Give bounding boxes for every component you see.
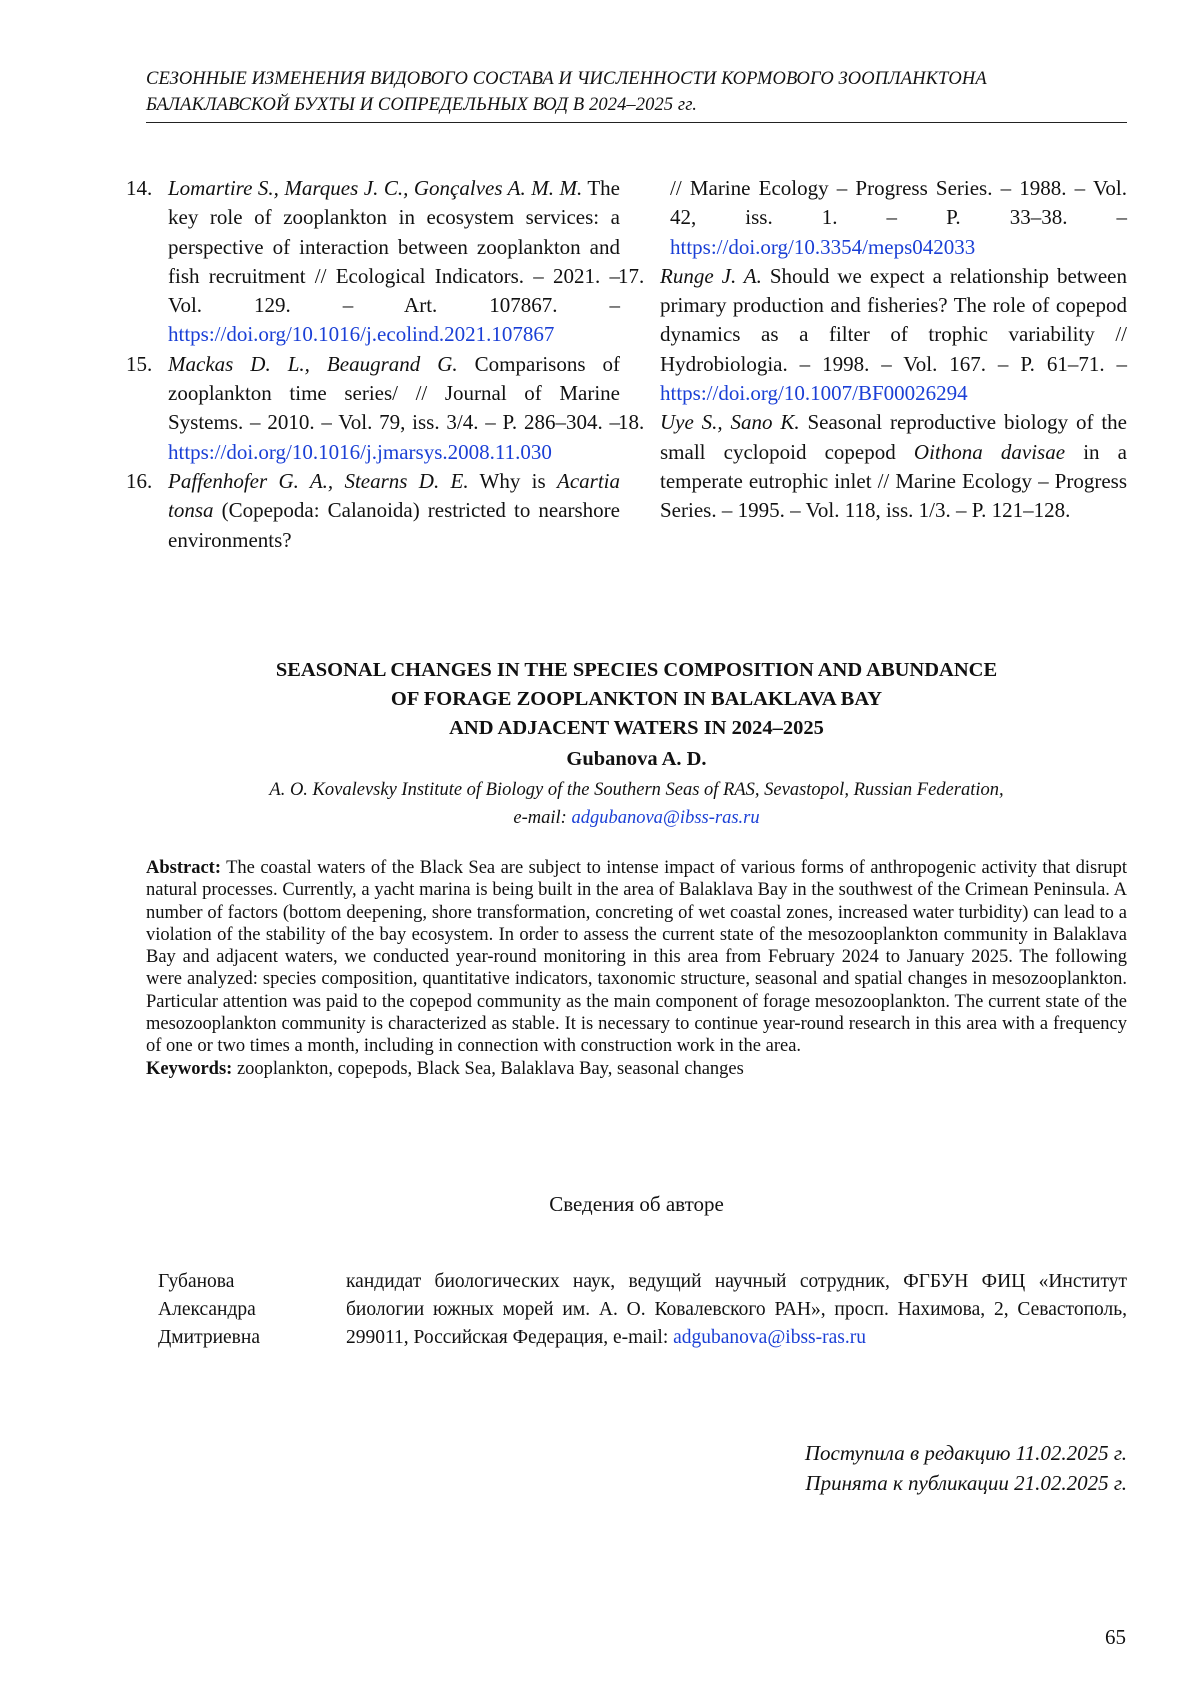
reference-number: 18.: [618, 410, 645, 435]
received-date: Поступила в редакцию 11.02.2025 г.: [804, 1441, 1127, 1465]
reference-text: // Marine Ecology – Progress Series. – 1988. – Vol. 42, iss. 1. – P. 33–38. –: [670, 176, 1127, 230]
author-info-heading: Сведения об авторе: [549, 1192, 724, 1216]
author-details-text: кандидат биологических наук, ведущий научный сотрудник, ФГБУН ФИЦ «Институт биологии южных морей им. А. О. Ковалевского РАН», просп. Нахимова, 2, Севастополь, 299011, Российская Федерация, e-mail:: [346, 1271, 1127, 1348]
reference-number: 17.: [618, 263, 645, 288]
reference-text: Why is: [468, 468, 557, 493]
reference-authors: Paffenhofer G. A., Stearns D. E.: [168, 468, 469, 493]
references-right-column: [618, 174, 1127, 526]
reference-text: The key role of zooplankton in ecosystem services: a perspective of interaction between zooplankton and fish recruitment // Ecological Indicators. – 2021. – Vol. 129. – Art. 107867. –: [168, 176, 620, 318]
reference-text: Comparisons of zooplankton time series/ // Journal of Marine Systems. – 2010. – Vol. 79, iss. 3/4. – P. 286–304. –: [168, 351, 621, 435]
english-title-line-1: SEASONAL CHANGES IN THE SPECIES COMPOSITION AND ABUNDANCE: [275, 659, 998, 681]
email-link[interactable]: adgubanova@ibss-ras.ru: [571, 808, 760, 828]
keywords-label: Keywords:: [146, 1058, 233, 1079]
abstract-block: [146, 857, 1127, 1080]
abstract-label: Abstract:: [146, 858, 222, 878]
reference-authors: Mackas D. L., Beaugrand G.: [168, 351, 458, 376]
author-first-name: Александра: [158, 1299, 256, 1320]
reference-body: [660, 262, 1127, 408]
reference-16: [126, 467, 620, 555]
affiliation-text: A. O. Kovalevsky Institute of Biology of the Southern Seas of RAS, Sevastopol, Russian Federation,: [269, 780, 1004, 800]
reference-body: [168, 174, 620, 350]
reference-body: [168, 467, 620, 555]
running-header-line-1: СЕЗОННЫЕ ИЗМЕНЕНИЯ ВИДОВОГО СОСТАВА И ЧИСЛЕННОСТИ КОРМОВОГО ЗООПЛАНКТОНА: [146, 69, 987, 89]
doi-link[interactable]: https://doi.org/10.1007/BF00026294: [660, 381, 968, 406]
keywords-paragraph: [146, 1058, 1127, 1080]
page-number: 65: [1105, 1625, 1126, 1649]
reference-number: 15.: [126, 351, 153, 376]
author-surname: Губанова: [158, 1271, 235, 1292]
running-header-line-2: БАЛАКЛАВСКОЙ БУХТЫ И СОПРЕДЕЛЬНЫХ ВОД В 2024–2025 гг.: [146, 95, 698, 115]
reference-text: in a temperate eutrophic inlet // Marine Ecology – Progress Series. – 1995. – Vol. 118, iss. 1/3. – P. 121–128.: [660, 439, 1128, 523]
reference-17: [618, 262, 1127, 408]
author-patronymic: Дмитриевна: [158, 1327, 260, 1348]
reference-text: Should we expect a relationship between primary production and fisheries? The role of copepod dynamics as a filter of trophic variability // Hydrobiologia. – 1998. – Vol. 167. – P. 61–71. –: [660, 263, 1127, 376]
running-header: [146, 66, 1126, 118]
reference-text: (Copepoda: Calanoida) restricted to nearshore environments?: [168, 498, 620, 552]
doi-link[interactable]: https://doi.org/10.1016/j.jmarsys.2008.11.030: [168, 439, 552, 464]
reference-authors: Lomartire S., Marques J. C., Gonçalves A. M. M.: [168, 176, 583, 200]
header-divider: [146, 122, 1127, 123]
doi-link[interactable]: https://doi.org/10.3354/meps042033: [670, 234, 976, 259]
english-author: Gubanova A. D.: [566, 748, 707, 770]
reference-number: 16.: [126, 468, 153, 493]
reference-15: [126, 350, 620, 467]
keywords-text: zooplankton, copepods, Black Sea, Balaklava Bay, seasonal changes: [232, 1058, 744, 1079]
author-details: [346, 1268, 1127, 1352]
english-title-line-3: AND ADJACENT WATERS IN 2024–2025: [449, 717, 824, 739]
reference-body: [168, 350, 620, 467]
author-name: [158, 1268, 308, 1352]
english-title-line-2: OF FORAGE ZOOPLANKTON IN BALAKLAVA BAY: [390, 688, 883, 710]
abstract-text: The coastal waters of the Black Sea are subject to intense impact of various forms of anthropogenic activity that disrupt natural processes. Currently, a yacht marina is being built in the area of Balaklava Bay in the southwest of the Crimean Peninsula. A number of factors (bottom deepening, shore transformation, concreting of wet coastal zones, increased water turbidity) can lead to a violation of the stability of the bay ecosystem. In order to assess the current state of the mesozooplankton community in Balaklava Bay and adjacent waters, we conducted year-round monitoring in this area from February 2024 to January 2025. The following were analyzed: species composition, quantitative indicators, taxonomic structure, seasonal and spatial changes in mesozooplankton. Particular attention was paid to the copepod community as the main component of forage mesozooplankton. The current state of the mesozooplankton community is characterized as stable. It is necessary to continue year-round research in this area with a frequency of one or two times a month, including in connection with construction work in the area.: [146, 858, 1127, 1057]
email-label: e-mail:: [513, 808, 572, 828]
reference-authors: Uye S., Sano K.: [660, 410, 800, 435]
reference-body: [660, 408, 1127, 525]
english-title: [146, 656, 1127, 743]
reference-14: [126, 174, 620, 350]
english-affiliation: [146, 776, 1127, 832]
reference-text: Seasonal reproductive biology of the small cyclopoid copepod: [660, 410, 1127, 464]
doi-link[interactable]: https://doi.org/10.1016/j.ecolind.2021.107867: [168, 322, 555, 347]
reference-16-continued: [618, 174, 1127, 262]
submission-dates: [600, 1438, 1127, 1498]
reference-authors: Runge J. A.: [660, 263, 762, 288]
reference-number: 14.: [126, 176, 153, 200]
species-name: Oithona davisae: [913, 439, 1066, 464]
affiliation-email-line: [146, 804, 1127, 832]
reference-18: [618, 408, 1127, 525]
references-left-column: [126, 174, 620, 555]
accepted-date: Принята к публикации 21.02.2025 г.: [805, 1471, 1127, 1495]
species-name: Acartia tonsa: [168, 468, 620, 523]
author-email-link[interactable]: adgubanova@ibss-ras.ru: [673, 1327, 866, 1348]
abstract-paragraph: [146, 857, 1127, 1058]
